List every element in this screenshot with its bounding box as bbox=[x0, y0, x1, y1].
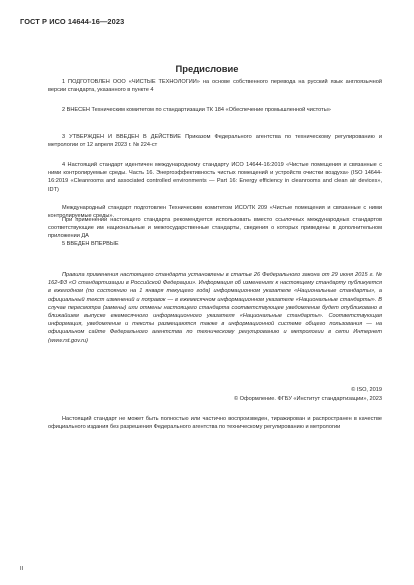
page-number: II bbox=[20, 566, 24, 572]
document-code: ГОСТ Р ИСО 14644-16—2023 bbox=[20, 17, 125, 26]
paragraph-prepared-by: 1 ПОДГОТОВЛЕН ООО «ЧИСТЫЕ ТЕХНОЛОГИИ» на основе собственного перевода на русский язык англоязычной версии стандарта, указанного в пункте 4 bbox=[48, 79, 382, 94]
paragraph-application-rules: Правила применения настоящего стандарта установлены в статье 26 Федерального закона от 29 июня 2015 г. № 162-ФЗ «О стандартизации в Российской Федерации». Информация об изменениях к настоящему стандарту публикуется в ежегодном (по состоянию на 1 января текущего года) информационном указателе «Национальные стандарты», а официальный текст изменений и поправок — в ежемесячном информационном указателе «Национальные стандарты». В случае пересмотра (замены) или отмены настоящего стандарта соответствующее уведомление будет опубликовано в ближайшем выпуске ежемесячного информационного указателя «Национальные стандарты». Соответствующая информация, уведомление и тексты размещаются также в информационной системе общего пользования — на официальном сайте Федерального агентства по техническому регулированию и метрологии в сети Интернет (www.rst.gov.ru) bbox=[48, 272, 382, 344]
paragraph-introduced-by: 2 ВНЕСЕН Техническим комитетом по стандартизации ТК 184 «Обеспечение промышленной чистоты» bbox=[62, 107, 331, 113]
paragraph-introduced-first: 5 ВВЕДЕН ВПЕРВЫЕ bbox=[62, 241, 119, 247]
copyright-iso: © ISO, 2019 bbox=[351, 387, 382, 393]
paragraph-references: При применении настоящего стандарта рекомендуется использовать вместо ссылочных международных стандартов соответствующие им национальные и межгосударственные стандарты, сведения о которых приведены в дополнительном приложении ДА bbox=[48, 217, 382, 240]
foreword-heading: Предисловие bbox=[175, 63, 239, 74]
paragraph-technical-committee: Международный стандарт подготовлен Техническим комитетом ИСО/ТК 209 «Чистые помещения и связанные с ними контролируемые среды». bbox=[48, 205, 382, 220]
copyright-design: © Оформление. ФГБУ «Институт стандартизации», 2023 bbox=[233, 396, 382, 402]
paragraph-approved: 3 УТВЕРЖДЕН И ВВЕДЕН В ДЕЙСТВИЕ Приказом Федерального агентства по техническому регулированию и метрологии от 12 апреля 2023 г. № 224-ст bbox=[48, 134, 382, 149]
paragraph-identical-standard: 4 Настоящий стандарт идентичен международному стандарту ИСО 14644-16:2019 «Чистые помещения и связанные с ними контролируемые среды. Часть 16. Энергоэффективность чистых помещений и устройств очистки воздуха» (ISO 14644-16:2019 «Cleanrooms and associated controlled environments — Part 16: Energy efficiency in cleanrooms and clean air devices», IDT) bbox=[48, 162, 382, 193]
reproduction-notice: Настоящий стандарт не может быть полностью или частично воспроизведен, тиражирован и распространен в качестве официального издания без разрешения Федерального агентства по техническому регулированию и метрологии bbox=[48, 416, 382, 431]
